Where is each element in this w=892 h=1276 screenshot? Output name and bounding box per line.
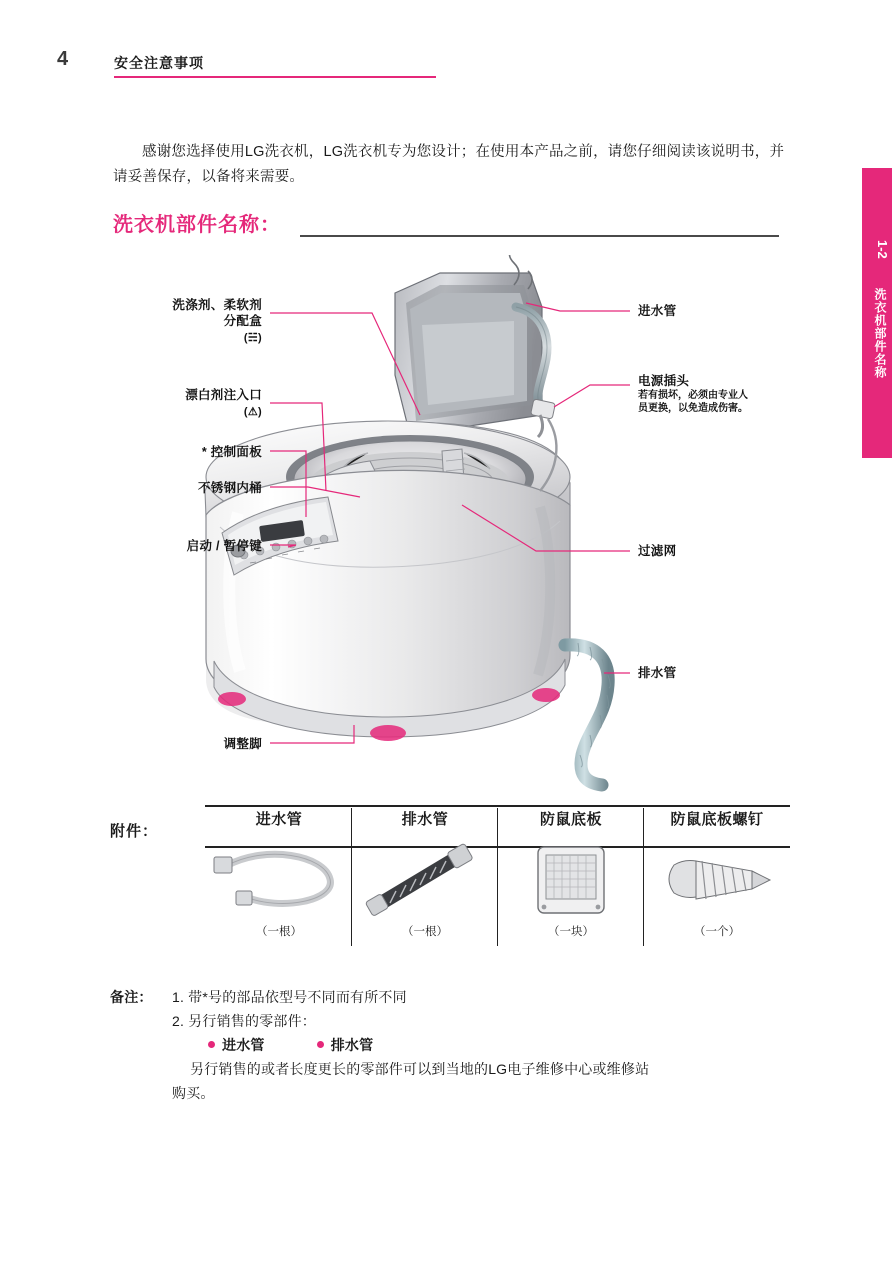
inlet-hose-icon (206, 839, 352, 923)
accessories-label: 附件： (110, 823, 159, 840)
side-tab-label: 洗衣机部件名称 (873, 288, 887, 379)
drain-hose-icon (352, 839, 498, 923)
chapter-title: 安全注意事项 (114, 55, 204, 71)
accessory-title: 排水管 (401, 811, 449, 828)
page-number: 4 (57, 48, 69, 70)
accessory-title: 进水管 (255, 811, 303, 828)
bleach-icon: (⚠) (243, 406, 262, 418)
accessory-qty: （一个） (694, 926, 740, 938)
callout-control-panel: * 控制面板 (201, 445, 262, 459)
notes-block (110, 985, 800, 1105)
dispenser-icon: (☵) (243, 332, 262, 344)
callout-drain-hose: 排水管 (638, 666, 677, 680)
note-bullets (208, 1033, 800, 1057)
note-bullet-drain-hose: 排水管 (317, 1033, 374, 1057)
callout-detergent-dispenser: 洗涤剂、柔软剂 分配盒 (☵) (172, 298, 262, 344)
header-rule (114, 76, 436, 78)
callout-power-plug: 电源插头 若有损坏，必须由专业人 员更换，以免造成伤害。 (638, 374, 748, 414)
callout-leveling-feet: 调整脚 (223, 737, 262, 751)
accessory-rat-guard-screw (644, 808, 790, 939)
bullet-dot-icon (208, 1041, 215, 1048)
accessory-rat-guard-plate (498, 808, 644, 939)
rat-guard-plate-icon (498, 839, 644, 923)
callout-stainless-tub: 不锈钢内桶 (197, 481, 262, 495)
note-line-2: 2. 另行销售的零部件： (172, 1013, 316, 1029)
note-bullet-inlet-hose: 进水管 (208, 1033, 265, 1057)
intro-paragraph: 感谢您选择使用LG洗衣机，LG洗衣机专为您设计；在使用本产品之前，请您仔细阅读该说明书，并请妥善保存，以备将来需要。 (113, 144, 785, 185)
accessory-title: 防鼠底板 (539, 811, 602, 828)
bullet-dot-icon (317, 1041, 324, 1048)
note-line-1: 1. 带*号的部品依型号不同而有所不同 (172, 989, 407, 1005)
callout-inlet-hose: 进水管 (638, 304, 677, 318)
accessories-top-rule (205, 805, 790, 807)
section-rule (300, 235, 779, 237)
screw-icon (644, 839, 790, 923)
accessory-inlet-hose (206, 808, 352, 939)
note-line-4: 购买。 (172, 1085, 215, 1101)
accessories-table (110, 800, 782, 960)
notes-label: 备注： (110, 989, 153, 1005)
callout-bleach-inlet: 漂白剂注入口 (⚠) (185, 388, 262, 418)
accessory-title: 防鼠底板螺钉 (670, 811, 764, 828)
accessory-drain-hose (352, 808, 498, 939)
accessory-qty: （一块） (548, 926, 594, 938)
accessory-qty: （一根） (256, 926, 302, 938)
accessory-qty: （一根） (402, 926, 448, 938)
side-tab-number: 1-2 (875, 240, 890, 259)
washer-diagram (110, 255, 780, 795)
section-title: 洗衣机部件名称： (113, 214, 281, 236)
callout-start-pause-button: 启动 / 暂停键 (186, 539, 262, 553)
callout-filter-net: 过滤网 (638, 544, 677, 558)
note-line-3: 另行销售的或者长度更长的零部件可以到当地的LG电子维修中心或维修站 (190, 1061, 650, 1077)
